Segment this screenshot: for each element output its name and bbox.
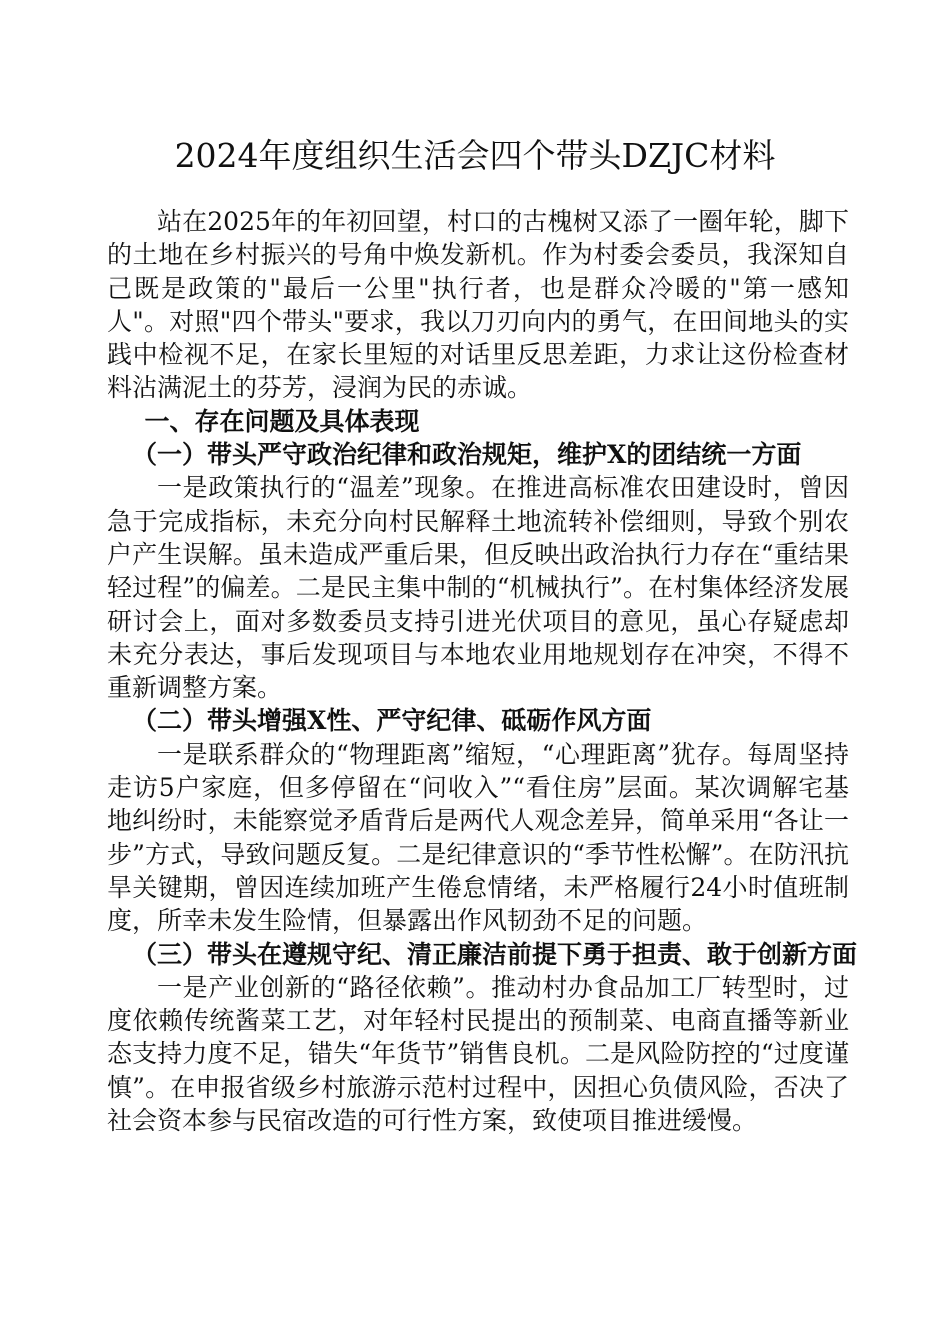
document-body: [107, 205, 858, 1137]
subsection-heading-1: （一）带头严守政治纪律和政治规矩，维护X的团结统一方面: [132, 440, 802, 470]
intro-paragraph: 站在2025年的年初回望，村口的古槐树又添了一圈年轮，脚下的土地在乡村振兴的号角中焕发新机。作为村委会委员，我深知自己既是政策的"最后一公里"执行者，也是群众冷暖的"第一感知人"。对照"四个带头"要求，我以刀刃向内的勇气，在田间地头的实践中检视不足，在家长里短的对话里反思差距，力求让这份检查材料沾满泥土的芬芳，浸润为民的赤诚。: [107, 207, 849, 403]
subsection-paragraph-2: 一是联系群众的“物理距离”缩短，“心理距离”犹存。每周坚持走访5户家庭，但多停留在“问收入”“看住房”层面。某次调解宅基地纠纷时，未能察觉矛盾背后是两代人观念差异，简单采用“各让一步”方式，导致问题反复。二是纪律意识的“季节性松懈”。在防汛抗旱关键期，曾因连续加班产生倦怠情绪，未严格履行24小时值班制度，所幸未发生险情，但暴露出作风韧劲不足的问题。: [107, 739, 849, 936]
document-title: 2024年度组织生活会四个带头DZJC材料: [174, 136, 776, 175]
subsection-heading-3: （三）带头在遵规守纪、清正廉洁前提下勇于担责、敢于创新方面: [132, 939, 858, 969]
subsection-paragraph-3: 一是产业创新的“路径依赖”。推动村办食品加工厂转型时，过度依赖传统酱菜工艺，对年轻村民提出的预制菜、电商直播等新业态支持力度不足，错失“年货节”销售良机。二是风险防控的“过度谨慎”。在申报省级乡村旅游示范村过程中，因担心负债风险，否决了社会资本参与民宿改造的可行性方案，致使项目推进缓慢。: [107, 972, 849, 1136]
subsection-heading-2: （二）带头增强X性、严守纪律、砥砺作风方面: [132, 706, 652, 736]
section-heading: 一、存在问题及具体表现: [144, 406, 420, 436]
subsection-paragraph-1: 一是政策执行的“温差”现象。在推进高标准农田建设时，曾因急于完成指标，未充分向村民解释土地流转补偿细则，导致个别农户产生误解。虽未造成严重后果，但反映出政治执行力存在“重结果轻过程”的偏差。二是民主集中制的“机械执行”。在村集体经济发展研讨会上，面对多数委员支持引进光伏项目的意见，虽心存疑虑却未充分表达，事后发现项目与本地农业用地规划存在冲突，不得不重新调整方案。: [107, 473, 849, 703]
